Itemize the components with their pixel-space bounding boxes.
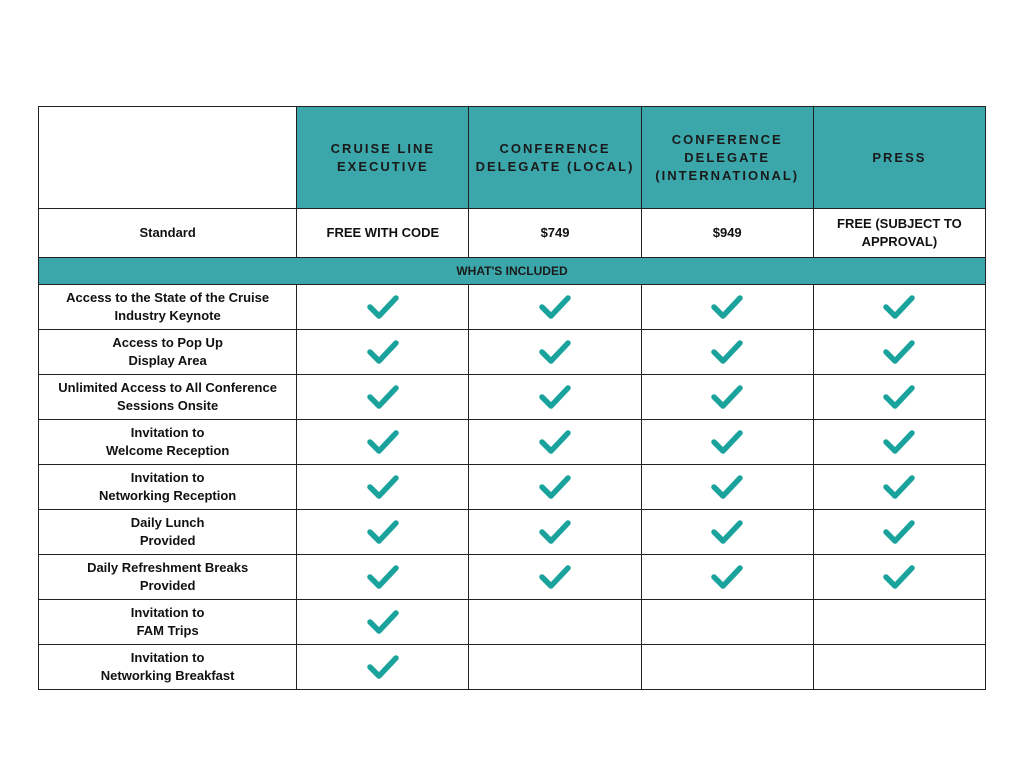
price-delegate-local	[469, 209, 641, 258]
feature-cell	[469, 330, 641, 375]
feature-cell	[297, 465, 469, 510]
checkmark-icon	[711, 294, 743, 320]
column-header-line: DELEGATE (LOCAL)	[475, 158, 635, 174]
standard-price-row	[39, 209, 986, 258]
feature-label-line: Unlimited Access to All Conference	[58, 380, 277, 395]
price-line: FREE (SUBJECT TO	[837, 216, 962, 231]
feature-label-line: Access to the State of the Cruise	[66, 290, 270, 305]
column-header-line: PRESS	[872, 149, 927, 165]
feature-row	[39, 465, 986, 510]
feature-cell	[813, 420, 985, 465]
checkmark-icon	[539, 429, 571, 455]
feature-label	[39, 645, 297, 690]
checkmark-icon	[883, 384, 915, 410]
price-cruise-line-executive	[297, 209, 469, 258]
feature-label-line: Invitation to	[130, 470, 205, 485]
feature-cell	[813, 510, 985, 555]
feature-cell	[297, 375, 469, 420]
feature-cell	[813, 285, 985, 330]
section-title: WHAT'S INCLUDED	[39, 258, 986, 285]
feature-label-line: Invitation to	[130, 650, 205, 665]
checkmark-icon	[711, 339, 743, 365]
section-row	[39, 258, 986, 285]
feature-cell	[813, 465, 985, 510]
feature-label	[39, 465, 297, 510]
feature-cell	[297, 600, 469, 645]
feature-cell	[641, 285, 813, 330]
price-line: APPROVAL)	[861, 234, 938, 249]
feature-label-line: Networking Breakfast	[100, 668, 235, 683]
feature-cell	[641, 465, 813, 510]
checkmark-icon	[539, 564, 571, 590]
checkmark-icon	[539, 519, 571, 545]
price-line: FREE WITH CODE	[326, 225, 440, 240]
price-line: $749	[540, 225, 570, 240]
checkmark-icon	[883, 339, 915, 365]
checkmark-icon	[367, 609, 399, 635]
checkmark-icon	[539, 339, 571, 365]
checkmark-icon	[711, 519, 743, 545]
feature-label	[39, 375, 297, 420]
feature-label-line: Networking Reception	[99, 488, 237, 503]
feature-cell	[641, 645, 813, 690]
feature-cell	[469, 420, 641, 465]
column-header-delegate-local	[469, 107, 641, 209]
checkmark-icon	[539, 294, 571, 320]
feature-cell	[297, 330, 469, 375]
checkmark-icon	[883, 519, 915, 545]
column-header-press	[813, 107, 985, 209]
feature-label-line: Provided	[139, 533, 196, 548]
checkmark-icon	[883, 474, 915, 500]
standard-label: Standard	[39, 209, 297, 258]
feature-cell	[469, 375, 641, 420]
checkmark-icon	[367, 519, 399, 545]
feature-cell	[641, 375, 813, 420]
column-header-line: CONFERENCE	[671, 131, 783, 147]
column-header-line: EXECUTIVE	[337, 158, 429, 174]
feature-label-line: Display Area	[128, 353, 207, 368]
column-header-delegate-international	[641, 107, 813, 209]
price-press	[813, 209, 985, 258]
feature-cell	[469, 510, 641, 555]
checkmark-icon	[883, 429, 915, 455]
checkmark-icon	[539, 474, 571, 500]
feature-label-line: Industry Keynote	[114, 308, 221, 323]
feature-label	[39, 600, 297, 645]
feature-cell	[297, 510, 469, 555]
column-header-line: (INTERNATIONAL)	[655, 167, 800, 183]
feature-cell	[469, 285, 641, 330]
feature-row	[39, 420, 986, 465]
feature-cell	[469, 600, 641, 645]
price-line: $949	[712, 225, 742, 240]
feature-cell	[297, 420, 469, 465]
feature-label-line: Daily Refreshment Breaks	[87, 560, 249, 575]
checkmark-icon	[539, 384, 571, 410]
feature-row	[39, 645, 986, 690]
feature-cell	[813, 555, 985, 600]
feature-label	[39, 285, 297, 330]
feature-label	[39, 330, 297, 375]
column-header-line: CRUISE LINE	[330, 140, 436, 156]
checkmark-icon	[711, 564, 743, 590]
feature-cell	[813, 600, 985, 645]
feature-label	[39, 510, 297, 555]
checkmark-icon	[367, 429, 399, 455]
checkmark-icon	[367, 339, 399, 365]
feature-row	[39, 375, 986, 420]
feature-cell	[641, 600, 813, 645]
feature-label	[39, 555, 297, 600]
header-row	[39, 107, 986, 209]
feature-row	[39, 510, 986, 555]
feature-cell	[813, 645, 985, 690]
feature-label	[39, 420, 297, 465]
column-header-cruise-line-executive	[297, 107, 469, 209]
feature-cell	[641, 555, 813, 600]
feature-label-line: Welcome Reception	[105, 443, 230, 458]
feature-cell	[813, 330, 985, 375]
checkmark-icon	[711, 474, 743, 500]
feature-label-line: Provided	[139, 578, 196, 593]
feature-row	[39, 600, 986, 645]
feature-cell	[297, 645, 469, 690]
feature-row	[39, 555, 986, 600]
pricing-table	[38, 106, 986, 690]
feature-label-line: Access to Pop Up	[112, 335, 223, 350]
checkmark-icon	[367, 294, 399, 320]
checkmark-icon	[367, 564, 399, 590]
feature-cell	[641, 330, 813, 375]
feature-label-line: FAM Trips	[136, 623, 199, 638]
header-blank-cell	[39, 107, 297, 209]
feature-label-line: Invitation to	[130, 425, 205, 440]
feature-cell	[813, 375, 985, 420]
feature-row	[39, 285, 986, 330]
feature-cell	[297, 285, 469, 330]
checkmark-icon	[367, 384, 399, 410]
checkmark-icon	[367, 654, 399, 680]
feature-cell	[297, 555, 469, 600]
checkmark-icon	[711, 384, 743, 410]
column-header-line: DELEGATE	[684, 149, 771, 165]
feature-label-line: Sessions Onsite	[117, 398, 219, 413]
feature-label-line: Invitation to	[130, 605, 205, 620]
price-delegate-international	[641, 209, 813, 258]
checkmark-icon	[883, 564, 915, 590]
checkmark-icon	[711, 429, 743, 455]
feature-row	[39, 330, 986, 375]
feature-cell	[469, 555, 641, 600]
checkmark-icon	[883, 294, 915, 320]
feature-cell	[641, 420, 813, 465]
feature-cell	[641, 510, 813, 555]
feature-cell	[469, 645, 641, 690]
feature-cell	[469, 465, 641, 510]
checkmark-icon	[367, 474, 399, 500]
column-header-line: CONFERENCE	[499, 140, 611, 156]
feature-label-line: Daily Lunch	[130, 515, 205, 530]
